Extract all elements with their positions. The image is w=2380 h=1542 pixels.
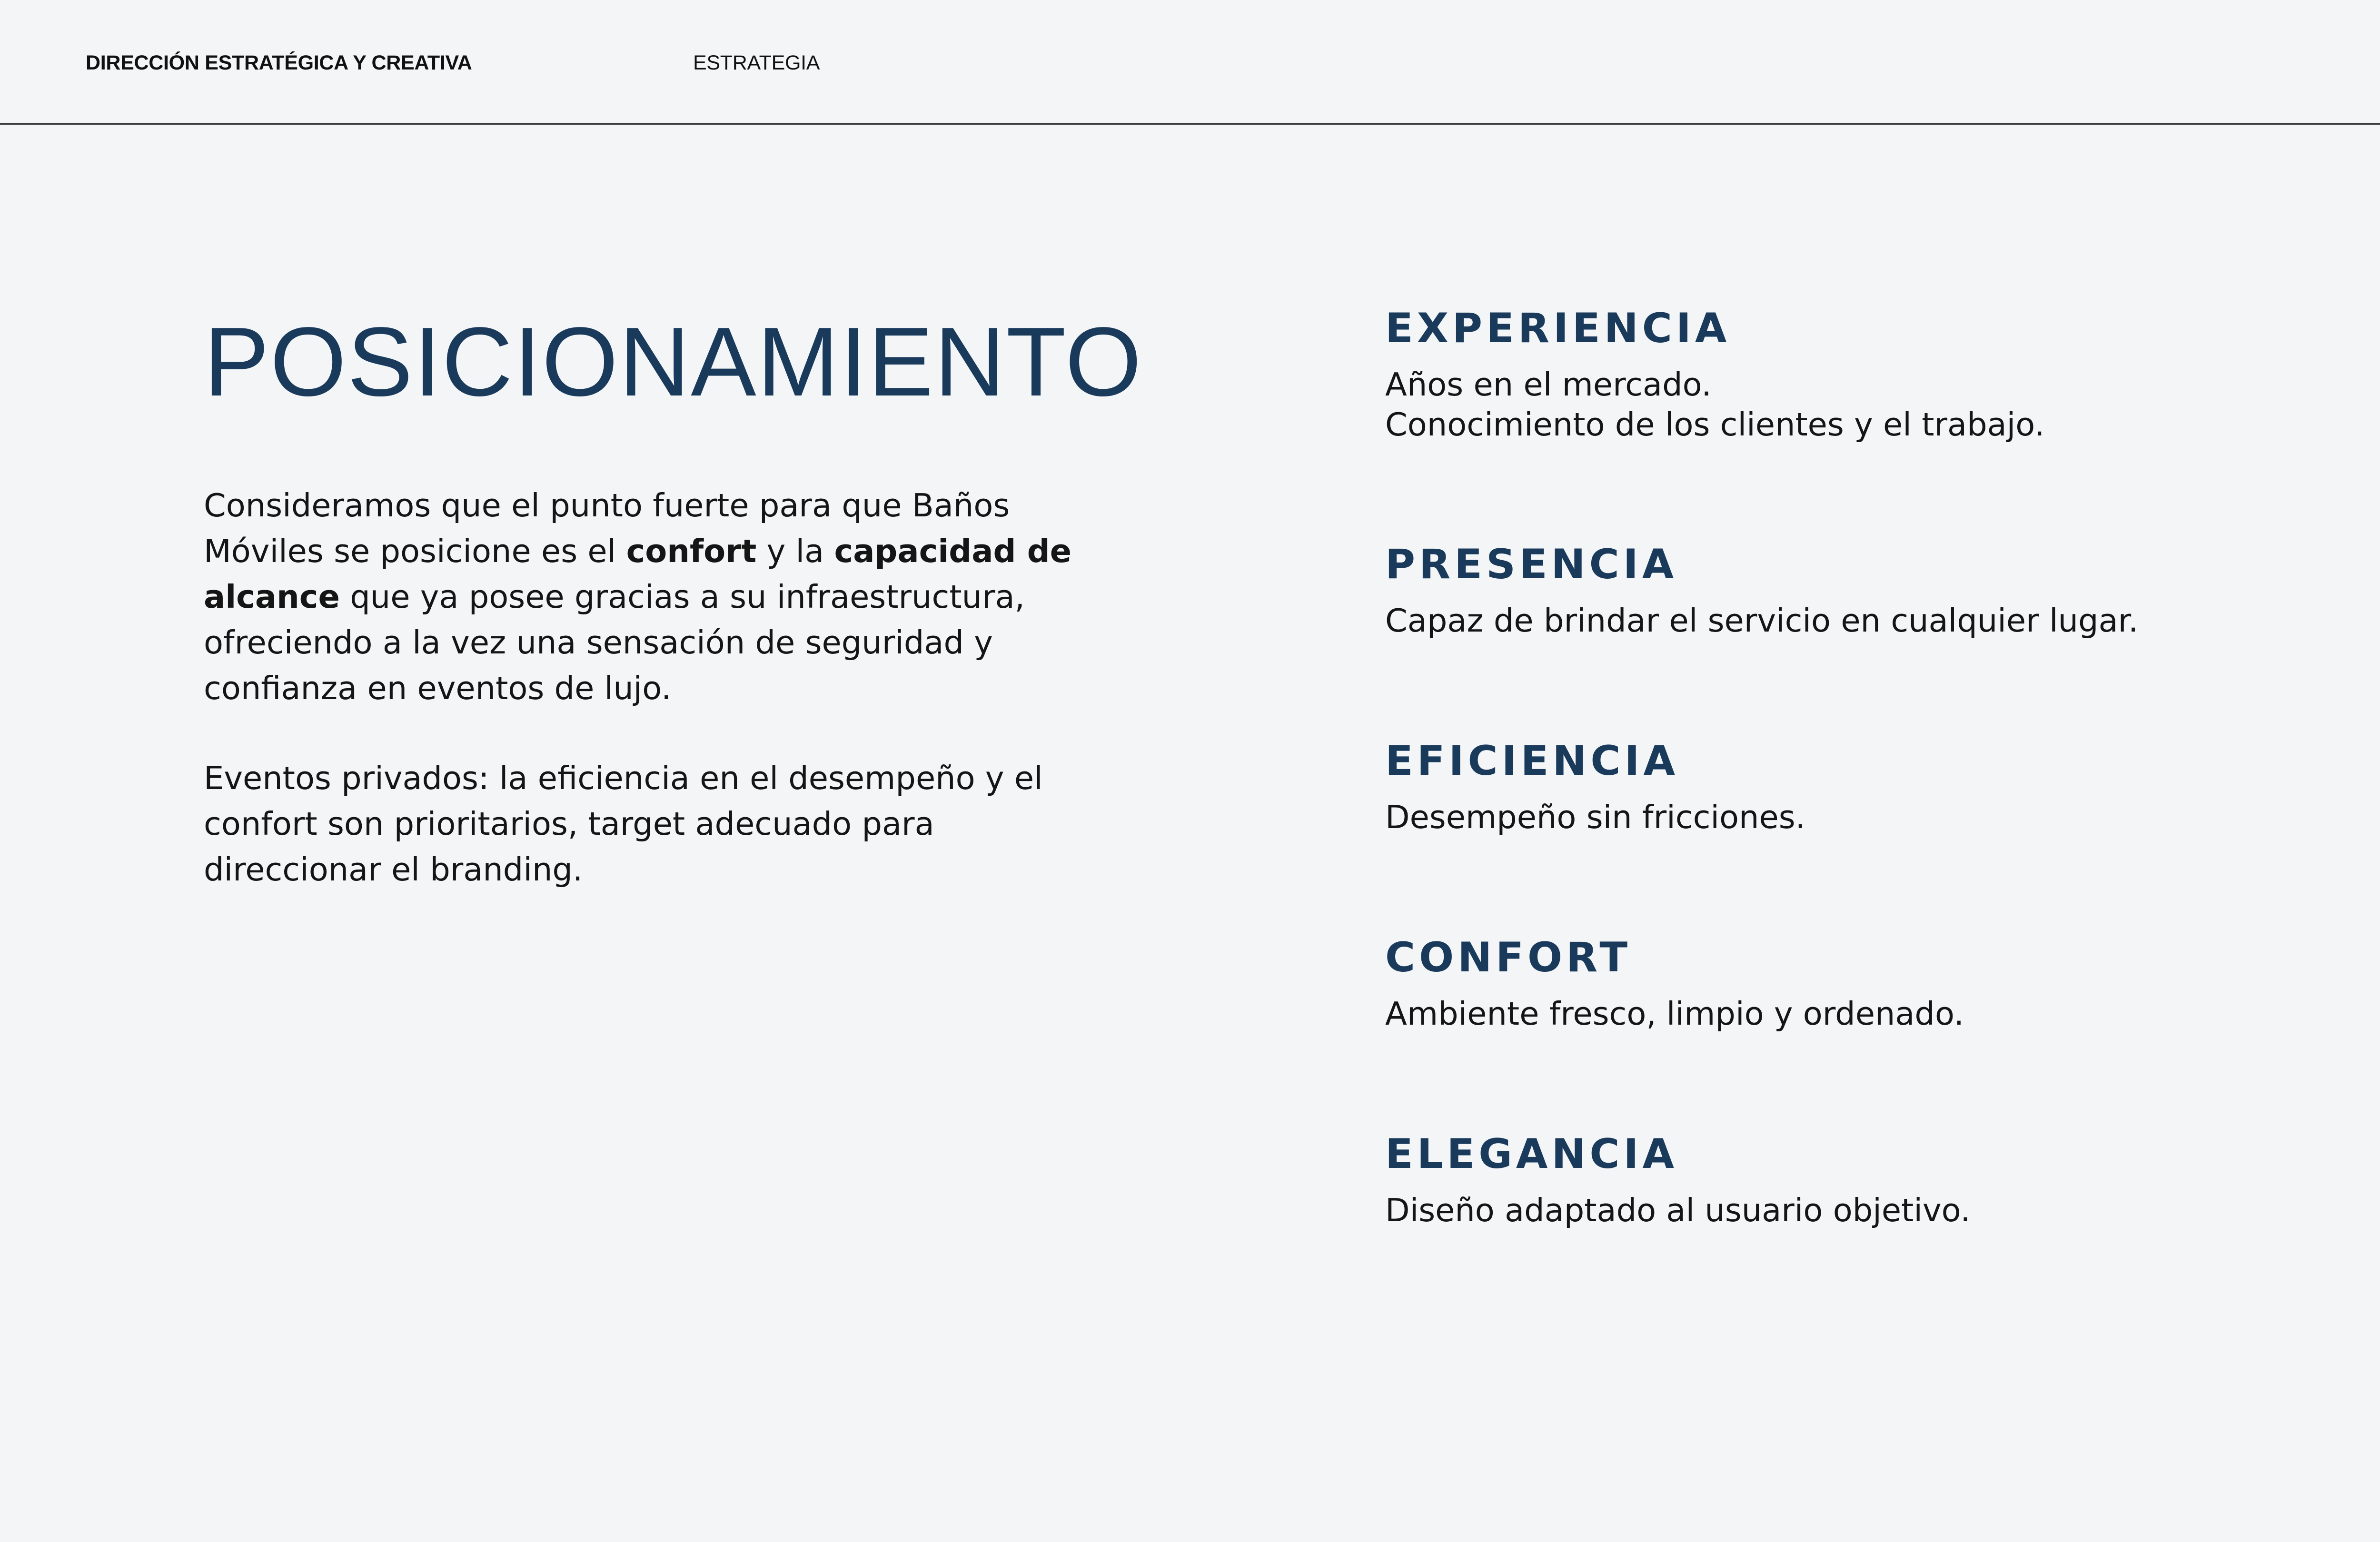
- pillar-experiencia: [1385, 305, 2380, 445]
- pillar-heading: CONFORT: [1385, 934, 1632, 981]
- pillar-description-line: Años en el mercado.: [1385, 366, 1712, 403]
- pillar-description: [1385, 994, 2380, 1034]
- pillar-description: [1385, 601, 2380, 641]
- intro-text-part: que ya posee gracias a su infraestructura, ofreciendo a la vez una sensación de seguridad y confianza en eventos de lujo.: [204, 578, 1025, 707]
- pillar-heading: EFICIENCIA: [1385, 737, 1679, 785]
- pillar-description-line: Desempeño sin fricciones.: [1385, 799, 1805, 836]
- pillar-description: [1385, 797, 2380, 837]
- pillar-description-line: Diseño adaptado al usuario objetivo.: [1385, 1192, 1971, 1229]
- intro-text-part: Consideramos que el punto fuerte para que Baños Móviles se posicione es el: [204, 487, 1010, 570]
- intro-highlight-confort: confort: [626, 533, 757, 570]
- pillar-description: [1385, 1190, 2380, 1230]
- header-chapter-label: ESTRATEGIA: [693, 51, 820, 74]
- pillar-confort: [1385, 934, 2380, 1034]
- intro-paragraph: [204, 483, 1089, 711]
- pillar-description-line: Capaz de brindar el servicio en cualquier lugar.: [1385, 602, 2139, 639]
- header-bar: [0, 0, 2380, 125]
- pillar-heading: ELEGANCIA: [1385, 1130, 1678, 1178]
- page-title: POSICIONAMIENTO: [204, 307, 1143, 416]
- pillar-heading: EXPERIENCIA: [1385, 305, 1731, 352]
- pillar-heading: PRESENCIA: [1385, 541, 1678, 588]
- pillar-description: [1385, 365, 2380, 445]
- header-section-label: DIRECCIÓN ESTRATÉGICA Y CREATIVA: [86, 51, 472, 74]
- pillar-presencia: [1385, 541, 2380, 641]
- pillar-description-line: Conocimiento de los clientes y el trabajo.: [1385, 406, 2045, 443]
- intro-text-part: y la: [756, 533, 834, 570]
- intro-highlight-alcance: capacidad de alcance: [204, 533, 1072, 615]
- pillar-description-line: Ambiente fresco, limpio y ordenado.: [1385, 995, 1964, 1032]
- pillar-elegancia: [1385, 1130, 2380, 1230]
- target-paragraph: Eventos privados: la eficiencia en el desempeño y el confort son prioritarios, target adecuado para direccionar el branding.: [204, 760, 1043, 888]
- pillar-eficiencia: [1385, 737, 2380, 837]
